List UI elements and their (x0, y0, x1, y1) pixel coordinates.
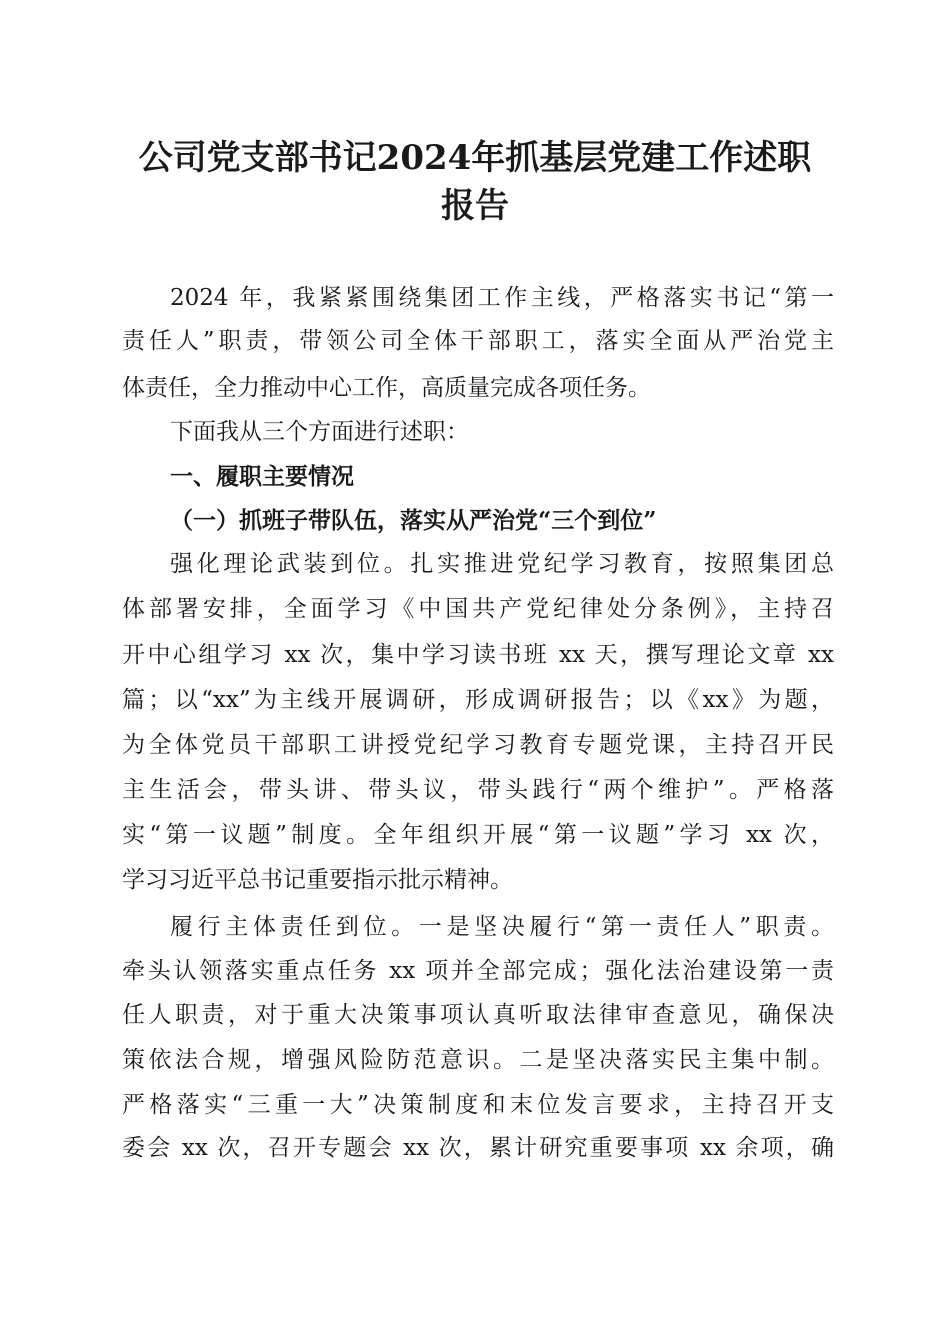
paragraph-line: 学习习近平总书记重要指示批示精神。 (122, 867, 513, 893)
paragraph-line: 为全体党员干部职工讲授党纪学习教育专题党课，主持召开民 (122, 732, 834, 758)
paragraph-line: 体部署安排，全面学习《中国共产党纪律处分条例》，主持召 (122, 596, 834, 622)
paragraph-line: 策依法合规，增强风险防范意识。二是坚决落实民主集中制。 (122, 1047, 834, 1073)
paragraph-line: 牵头认领落实重点任务 xx 项并全部完成；强化法治建设第一责 (122, 958, 834, 984)
paragraph-line: 篇；以“xx”为主线开展调研，形成调研报告；以《xx》为题， (122, 687, 834, 713)
document-title-line-2: 报告 (441, 186, 509, 226)
subsection-heading: （一）抓班子带队伍，落实从严治党“三个到位” (170, 507, 657, 534)
paragraph-line: 实“第一议题”制度。全年组织开展“第一议题”学习 xx 次， (122, 822, 834, 848)
section-heading: 一、履职主要情况 (170, 464, 354, 490)
paragraph-line: 任人职责，对于重大决策事项认真听取法律审查意见，确保决 (122, 1002, 834, 1028)
paragraph-line: 强化理论武装到位。扎实推进党纪学习教育，按照集团总 (170, 551, 834, 577)
paragraph-line: 履行主体责任到位。一是坚决履行“第一责任人”职责。 (170, 914, 834, 940)
paragraph-line: 体责任，全力推动中心工作，高质量完成各项任务。 (122, 375, 651, 401)
paragraph-line: 开中心组学习 xx 次，集中学习读书班 xx 天，撰写理论文章 xx (122, 642, 834, 668)
paragraph-line: 2024 年，我紧紧围绕集团工作主线，严格落实书记“第一 (170, 285, 834, 311)
document-title-line-1: 公司党支部书记2024年抓基层党建工作述职 (138, 138, 812, 178)
paragraph-line: 委会 xx 次，召开专题会 xx 次，累计研究重要事项 xx 余项，确 (122, 1135, 834, 1161)
paragraph-line: 责任人”职责，带领公司全体干部职工，落实全面从严治党主 (122, 328, 834, 354)
paragraph-line: 下面我从三个方面进行述职： (170, 419, 469, 445)
paragraph-line: 主生活会，带头讲、带头议，带头践行“两个维护”。严格落 (122, 777, 834, 803)
paragraph-line: 严格落实“三重一大”决策制度和末位发言要求，主持召开支 (122, 1092, 834, 1118)
